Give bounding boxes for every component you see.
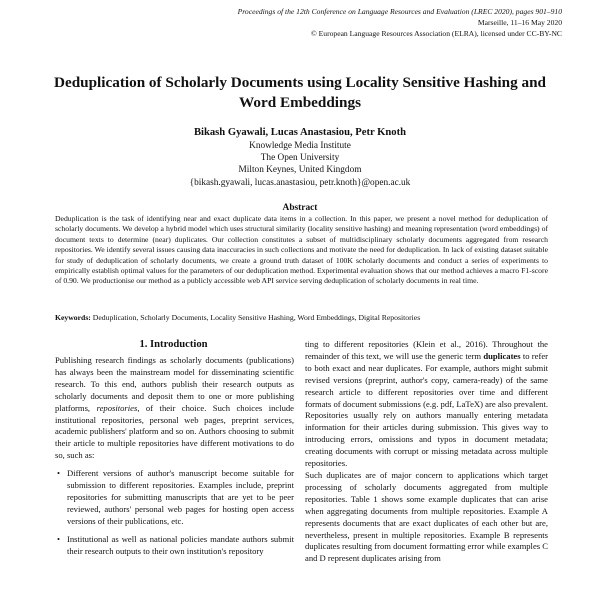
intro-italic-term: repositories (96, 402, 138, 413)
duplicates-text-start: ting to different repositories (Klein et al., 2016). Throughout the remainder of this text, we will use the generic term (305, 339, 548, 361)
proceedings-line: Proceedings of the 12th Conference on Language Resources and Evaluation (LREC 2020), pages 901–910 (237, 7, 562, 16)
venue-line: Marseille, 11–16 May 2020 (477, 18, 562, 27)
section-heading-introduction: 1. Introduction (139, 339, 208, 350)
intro-text-start: Publishing research findings as scholarly documents (publications) has always been the mainstream model for disseminating scientific research. To this end, authors publish their research outputs as scholarly documents and deposit them to one or more publishing platforms, (55, 355, 294, 413)
keywords-label: Keywords: (55, 313, 91, 322)
duplicates-bold-term: duplicates (483, 350, 521, 361)
keywords-line (55, 313, 548, 323)
affiliation-email: {bikash.gyawali, lucas.anastasiou, petr.knoth}@open.ac.uk (189, 177, 411, 188)
list-item (55, 468, 294, 528)
affiliation-university: The Open University (260, 153, 340, 164)
affiliation-block (40, 140, 560, 189)
license-line: © European Language Resources Association (ELRA), licensed under CC-BY-NC (310, 29, 562, 38)
proceedings-header (202, 6, 562, 39)
bullet-icon: • (57, 468, 61, 479)
keywords-text: Deduplication, Scholarly Documents, Locality Sensitive Hashing, Word Embeddings, Digital Repositories (92, 313, 421, 322)
list-item-text: Different versions of author's manuscript become suitable for submission to different repositories. Examples include, preprint repositories for submitting manuscripts that are yet to be peer reviewed, authors' personal web pages for hosting open access versions of their publications, etc. (67, 468, 294, 526)
list-item-text: Institutional as well as national policies mandate authors submit their research outputs to their own institution's repository (67, 533, 294, 556)
author-list: Bikash Gyawali, Lucas Anastasiou, Petr Knoth (193, 127, 406, 138)
affiliation-institute: Knowledge Media Institute (249, 141, 351, 151)
concern-paragraph: Such duplicates are of major concern to applications which target processing of scholarly documents aggregated from multiple repositories. Table 1 shows some example duplicates that can arise when aggregating documents from multiple repositories. Example A represents documents that are exact duplicates of each other but are, nevertheless, present in multiple repositories. Example B represents duplicates resulting from document formatting error while examples C and D represent duplicates arising from (305, 469, 548, 564)
duplicates-text-end: to refer to both exact and near duplicates. For example, authors might submit revised versions (preprint, author's copy, camera-ready) of the same research article to different repositories over time and different formats of document submissions (e.g. pdf, LaTeX) are also prevalent. Repositories usually rely on authors manually entering metadata information for their articles during submission. This gives way to introducing errors, omissions and typos in document metadata; creating documents with corrupt or missing metadata across multiple repositories. (305, 350, 548, 469)
right-column (305, 339, 548, 565)
intro-text-end: , of their choice. Such choices include institutional repositories, personal web pages, preprint services, academic publishers' platform and so on. Authors choosing to submit their article to multiple repositories have different motivations to do so, such as: (55, 402, 294, 461)
bullet-icon: • (57, 533, 61, 544)
duplicates-paragraph (305, 339, 548, 470)
affiliation-location: Milton Keynes, United Kingdom (238, 165, 362, 176)
abstract-heading: Abstract (282, 203, 318, 213)
abstract-text: Deduplication is the task of identifying near and exact duplicate data items in a collection. In this paper, we present a novel method for deduplication of scholarly documents. We develop a hybrid model which uses structural similarity (locality sensitive hashing) and meaning representation (word embeddings) of document texts to determine (near) duplicates. Our collection constitutes a subset of multidisciplinary scholarly documents aggregated from research repositories. We identify several issues causing data inaccuracies in such collections and motivate the need for deduplication. In lack of existing dataset suitable for study of deduplication of scholarly documents, we create a ground truth dataset of 100K scholarly documents and conduct a series of experiments to empirically establish optimal values for the parameters of our deduplication method. Experimental evaluation shows that our method achieves a macro F1-score of 0.90. We productionise our method as a publicly accessible web API service serving deduplication of scholarly documents in real time. (55, 214, 548, 286)
intro-paragraph (55, 355, 294, 462)
left-column (55, 355, 294, 558)
list-item (55, 534, 294, 558)
paper-title: Deduplication of Scholarly Documents using Locality Sensitive Hashing and Word Embeddings (54, 74, 546, 111)
